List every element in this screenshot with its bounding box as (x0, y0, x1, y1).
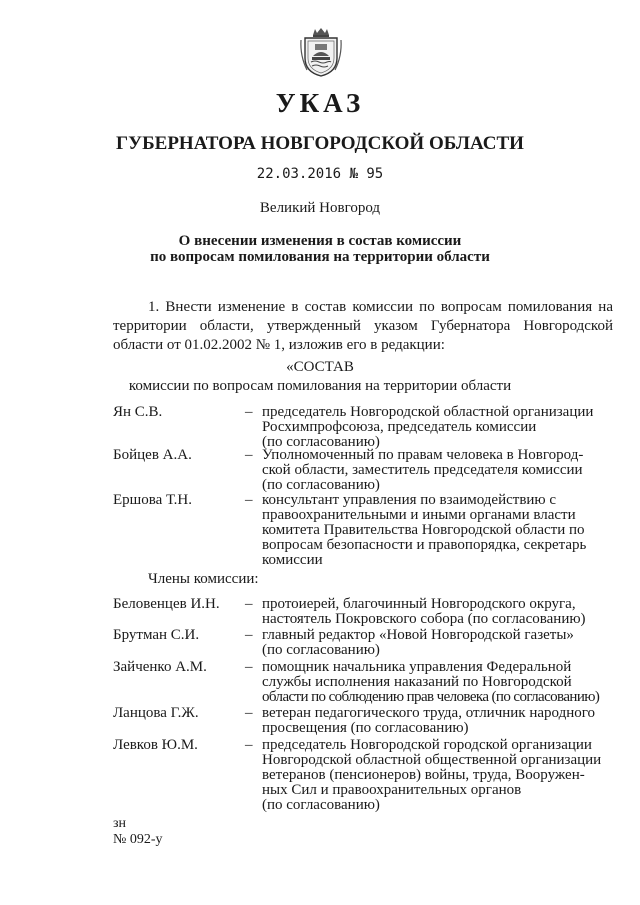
role-line: (по согласованию) (262, 477, 380, 493)
member-name: Брутман С.И. (113, 627, 200, 643)
members-label: Члены комиссии: (148, 571, 259, 587)
role-line: вопросам безопасности и правопорядка, секретарь (262, 537, 587, 553)
role-line: (по согласованию) (262, 797, 380, 813)
decree-date-number: 22.03.2016 № 95 (256, 166, 384, 182)
role-line: просвещения (по согласованию) (262, 720, 469, 736)
row-dash: – (245, 705, 253, 721)
row-dash: – (245, 659, 253, 675)
member-role (262, 405, 612, 450)
role-line: области по соблюдению прав человека (по согласованию) (262, 689, 600, 705)
role-line: настоятель Покровского собора (по согласованию) (262, 611, 586, 627)
member-role (262, 660, 612, 705)
role-line: Росхимпрофсоюза, председатель комиссии (262, 419, 537, 435)
decree-subtitle: ГУБЕРНАТОРА НОВГОРОДСКОЙ ОБЛАСТИ (116, 133, 524, 154)
decree-city: Великий Новгород (259, 200, 381, 216)
role-line: (по согласованию) (262, 642, 380, 658)
row-dash: – (245, 447, 253, 463)
member-role (262, 493, 612, 568)
role-line: комитета Правительства Новгородской области по (262, 522, 585, 538)
role-line: службы исполнения наказаний по Новгородской (262, 674, 572, 690)
member-name: Беловенцев И.Н. (113, 596, 220, 612)
coat-of-arms-emblem (299, 26, 343, 78)
paragraph-line: территории области, утвержденный указом Губернатора Новгородской (113, 318, 613, 334)
member-role (262, 448, 612, 493)
role-line: ветеранов (пенсионеров) войны, труда, Вооружен- (262, 767, 585, 783)
row-dash: – (245, 404, 253, 420)
paragraph-line: области от 01.02.2002 № 1, изложив его в редакции: (113, 337, 445, 353)
member-role (262, 706, 612, 736)
decree-title: УКАЗ (275, 88, 365, 118)
role-line: правоохранительными и иными органами власти (262, 507, 576, 523)
role-line: ных Сил и правоохранительных органов (262, 782, 522, 798)
role-line: Уполномоченный по правам человека в Новгород- (262, 447, 584, 463)
main-paragraph (113, 298, 613, 355)
row-dash: – (245, 492, 253, 508)
subject-line: по вопросам помилования на территории области (150, 249, 490, 265)
member-name: Ершова Т.Н. (113, 492, 192, 508)
footer-number: № 092-у (113, 832, 163, 847)
member-name: Ланцова Г.Ж. (113, 705, 199, 721)
footer-block (113, 816, 163, 848)
footer-initials: зн (113, 816, 127, 831)
row-dash: – (245, 737, 253, 753)
role-line: ской области, заместитель председателя комиссии (262, 462, 583, 478)
role-line: консультант управления по взаимодействию с (262, 492, 557, 508)
row-dash: – (245, 627, 253, 643)
member-name: Левков Ю.М. (113, 737, 198, 753)
paragraph-line: 1. Внести изменение в состав комиссии по вопросам помилования на (148, 299, 613, 315)
role-line: председатель Новгородской городской организации (262, 737, 592, 753)
sostav-title: «СОСТАВ (286, 359, 354, 375)
role-line: главный редактор «Новой Новгородской газеты» (262, 627, 574, 643)
member-name: Ян С.В. (113, 404, 163, 420)
subject-line: О внесении изменения в состав комиссии (178, 233, 462, 249)
role-line: Новгородской областной общественной организации (262, 752, 602, 768)
sostav-subtitle: комиссии по вопросам помилования на территории области (128, 378, 512, 394)
decree-subject (0, 233, 640, 265)
role-line: помощник начальника управления Федеральной (262, 659, 572, 675)
role-line: ветеран педагогического труда, отличник народного (262, 705, 596, 721)
member-role (262, 597, 612, 627)
member-name: Зайченко А.М. (113, 659, 207, 675)
row-dash: – (245, 596, 253, 612)
member-role (262, 628, 612, 658)
member-name: Бойцев А.А. (113, 447, 192, 463)
role-line: председатель Новгородской областной организации (262, 404, 594, 420)
role-line: комиссии (262, 552, 323, 568)
role-line: протоиерей, благочинный Новгородского округа, (262, 596, 576, 612)
role-line: (по согласованию) (262, 434, 380, 450)
member-role (262, 738, 612, 813)
